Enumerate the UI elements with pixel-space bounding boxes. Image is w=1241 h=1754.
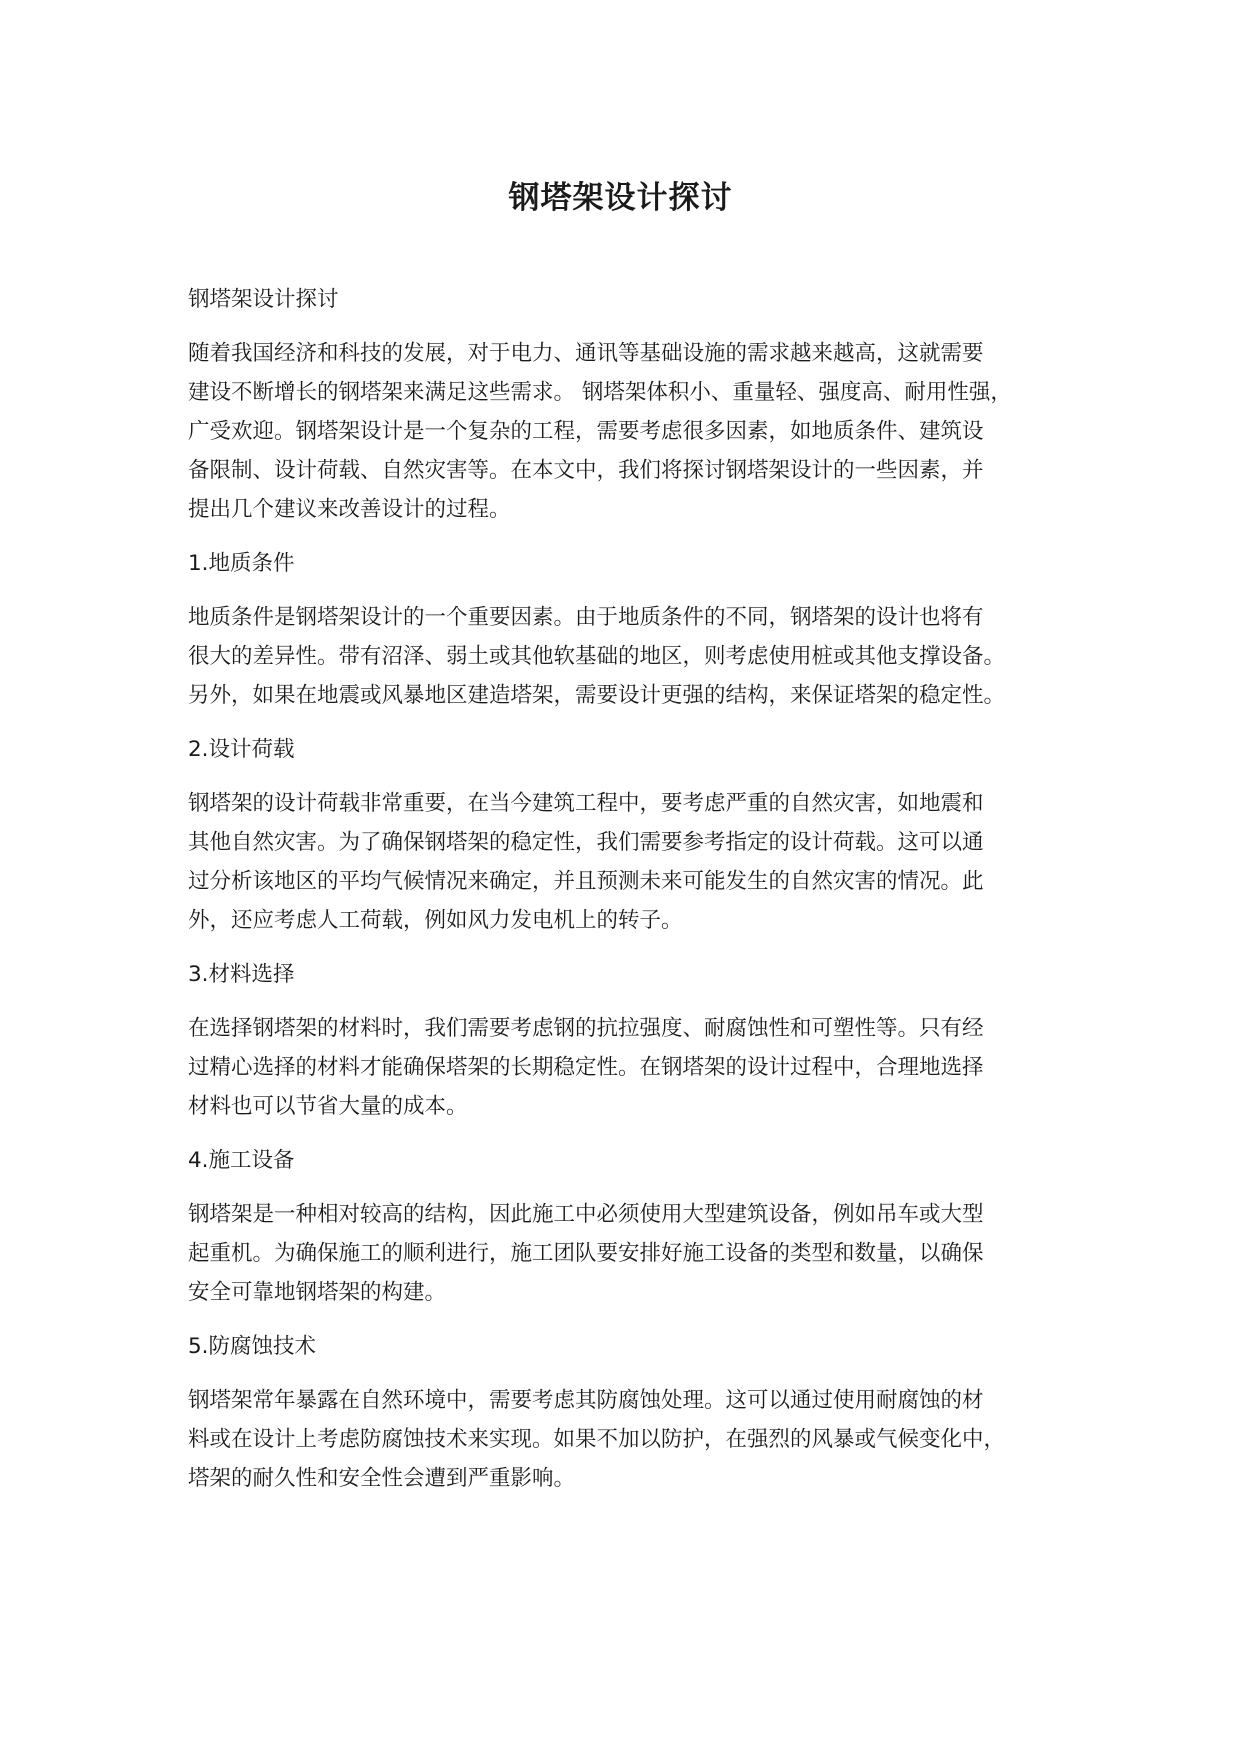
document-title: 钢塔架设计探讨: [508, 180, 733, 216]
document-body: [188, 280, 1068, 1513]
paragraph-line: 钢塔架常年暴露在自然环境中，需要考虑其防腐蚀处理。这可以通过使用耐腐蚀的材: [188, 1388, 984, 1413]
paragraph-line: 过分析该地区的平均气候情况来确定，并且预测未来可能发生的自然灾害的情况。此: [188, 869, 984, 894]
intro-paragraph: [188, 334, 1068, 529]
paragraph-line: 塔架的耐久性和安全性会遭到严重影响。: [188, 1466, 576, 1491]
intro-line: 备限制、设计荷载、自然灾害等。在本文中，我们将探讨钢塔架设计的一些因素，并: [188, 458, 984, 483]
section-heading-materials: 3.材料选择: [188, 962, 295, 987]
section-paragraph-design-load: [188, 784, 1068, 940]
intro-line: 提出几个建议来改善设计的过程。: [188, 497, 511, 522]
paragraph-line: 安全可靠地钢塔架的构建。: [188, 1280, 447, 1305]
section-paragraph-geology: [188, 598, 1068, 715]
section-paragraph-materials: [188, 1009, 1068, 1126]
section-heading-geology: 1.地质条件: [188, 551, 295, 576]
paragraph-line: 起重机。为确保施工的顺利进行，施工团队要安排好施工设备的类型和数量，以确保: [188, 1241, 984, 1266]
paragraph-line: 其他自然灾害。为了确保钢塔架的稳定性，我们需要参考指定的设计荷载。这可以通: [188, 830, 984, 855]
paragraph-line: 料或在设计上考虑防腐蚀技术来实现。如果不加以防护，在强烈的风暴或气候变化中，: [188, 1427, 1006, 1452]
intro-line: 广受欢迎。钢塔架设计是一个复杂的工程，需要考虑很多因素，如地质条件、建筑设: [188, 419, 984, 444]
paragraph-line: 在选择钢塔架的材料时，我们需要考虑钢的抗拉强度、耐腐蚀性和可塑性等。只有经: [188, 1016, 984, 1041]
paragraph-line: 材料也可以节省大量的成本。: [188, 1094, 468, 1119]
section-heading-anticorrosion: 5.防腐蚀技术: [188, 1334, 317, 1359]
paragraph-line: 外，还应考虑人工荷载，例如风力发电机上的转子。: [188, 908, 683, 933]
paragraph-line: 另外，如果在地震或风暴地区建造塔架，需要设计更强的结构，来保证塔架的稳定性。: [188, 683, 1006, 708]
section-heading-design-load: 2.设计荷载: [188, 737, 295, 762]
paragraph-line: 地质条件是钢塔架设计的一个重要因素。由于地质条件的不同，钢塔架的设计也将有: [188, 605, 984, 630]
paragraph-line: 钢塔架的设计荷载非常重要，在当今建筑工程中，要考虑严重的自然灾害，如地震和: [188, 791, 984, 816]
paragraph-line: 钢塔架是一种相对较高的结构，因此施工中必须使用大型建筑设备，例如吊车或大型: [188, 1202, 984, 1227]
intro-line: 随着我国经济和科技的发展，对于电力、通讯等基础设施的需求越来越高，这就需要: [188, 341, 984, 366]
subtitle: 钢塔架设计探讨: [188, 287, 339, 312]
paragraph-line: 很大的差异性。带有沼泽、弱土或其他软基础的地区，则考虑使用桩或其他支撑设备。: [188, 644, 1006, 669]
section-paragraph-anticorrosion: [188, 1381, 1068, 1498]
section-heading-equipment: 4.施工设备: [188, 1148, 295, 1173]
paragraph-line: 过精心选择的材料才能确保塔架的长期稳定性。在钢塔架的设计过程中，合理地选择: [188, 1055, 984, 1080]
section-paragraph-equipment: [188, 1195, 1068, 1312]
intro-line: 建设不断增长的钢塔架来满足这些需求。 钢塔架体积小、重量轻、强度高、耐用性强，: [188, 380, 1012, 405]
